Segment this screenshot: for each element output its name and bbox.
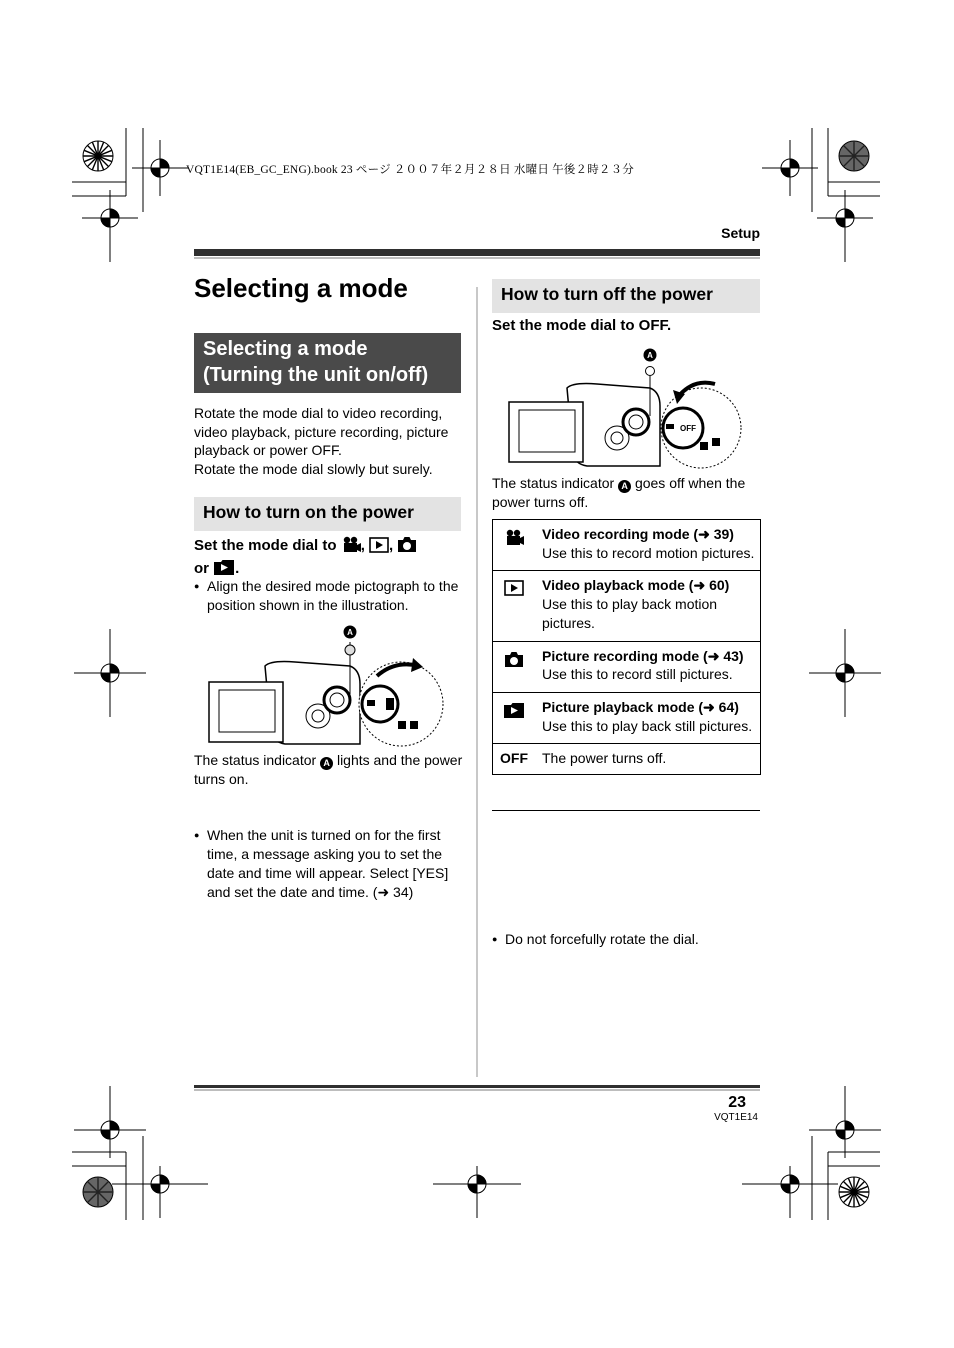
book-file-info: VQT1E14(EB_GC_ENG).book 23 ページ ２００７年２月２８日 水曜日 午後２時２３分: [186, 164, 634, 176]
picture-playback-icon: [503, 706, 525, 722]
mode-title: Video playback mode (➜ 60): [542, 577, 730, 594]
video-playback-icon: [504, 583, 524, 599]
bottom-rule: [194, 1085, 760, 1088]
heading-turn-off: How to turn off the power: [492, 279, 760, 313]
status-off-text: [492, 474, 762, 512]
off-description: The power turns off.: [542, 750, 667, 767]
off-label: OFF: [500, 750, 528, 767]
or-text: or: [194, 560, 209, 577]
status-on-prefix: The status indicator: [194, 752, 317, 768]
status-off-prefix: The status indicator: [492, 475, 615, 491]
table-row: [493, 571, 761, 641]
model-code: VQT1E14: [714, 1112, 758, 1123]
camcorder-off-illustration: [505, 346, 755, 472]
callout-a-off: A: [647, 351, 653, 360]
align-bullet: ● Align the desired mode pictograph to the position shown in the illustration.: [194, 577, 469, 614]
page-number: 23: [728, 1094, 746, 1111]
intro-line-1: Rotate the mode dial to video recording, video playback, picture recording, picture playback or power OFF.: [194, 405, 449, 459]
mode-description: Use this to play back still pictures.: [542, 717, 753, 734]
video-camera-icon: [341, 536, 361, 559]
top-rule: [194, 249, 760, 256]
callout-a-badge: A: [320, 757, 333, 770]
camera-icon: [397, 536, 417, 559]
status-on-suffix: lights and the power turns on.: [194, 752, 463, 787]
mode-title: Picture playback mode (➜ 64): [542, 698, 739, 715]
status-off-suffix: goes off when the power turns off.: [492, 475, 746, 510]
intro-text: [194, 404, 464, 479]
table-row: [493, 692, 761, 743]
turn-off-instruction: Set the mode dial to OFF.: [492, 317, 672, 334]
intro-line-2: Rotate the mode dial slowly but surely.: [194, 461, 433, 478]
camcorder-on-illustration: [205, 624, 455, 750]
camera-icon: [504, 655, 524, 671]
section-heading-selecting-mode: Selecting a mode (Turning the unit on/off): [194, 333, 461, 393]
status-on-text: [194, 751, 464, 789]
mode-description: Use this to record still pictures.: [542, 666, 733, 683]
modes-table: [492, 519, 761, 775]
table-row: [493, 641, 761, 692]
heading-turn-on: How to turn on the power: [194, 497, 461, 531]
mode-title: Picture recording mode (➜ 43): [542, 647, 744, 664]
page-title: Selecting a mode: [194, 273, 408, 303]
video-playback-icon: [369, 537, 389, 559]
table-row: [493, 520, 761, 571]
column-divider: [476, 287, 478, 1077]
turn-on-instruction-text: Set the mode dial to: [194, 537, 337, 554]
note-rule: [492, 810, 760, 811]
bottom-rule-shadow: [194, 1089, 760, 1091]
callout-a-badge-off: A: [618, 480, 631, 493]
turn-on-instruction: Set the mode dial to , , or .: [194, 536, 464, 582]
callout-a-on: A: [347, 628, 353, 637]
top-rule-shadow: [194, 257, 760, 259]
mode-description: Use this to record motion pictures.: [542, 544, 755, 561]
mode-description: Use this to play back motion pictures.: [542, 596, 718, 631]
video-camera-icon: [504, 533, 524, 549]
table-row: [493, 744, 761, 775]
section-label: Setup: [721, 225, 760, 241]
rotate-note: ● Do not forcefully rotate the dial.: [492, 930, 773, 949]
dial-off-label: OFF: [680, 424, 696, 433]
first-time-bullet: ● When the unit is turned on for the first time, a message asking you to set the date and time will appear. Select [YES] and set the date and time. (➜ 34): [194, 826, 473, 901]
mode-title: Video recording mode (➜ 39): [542, 526, 734, 542]
